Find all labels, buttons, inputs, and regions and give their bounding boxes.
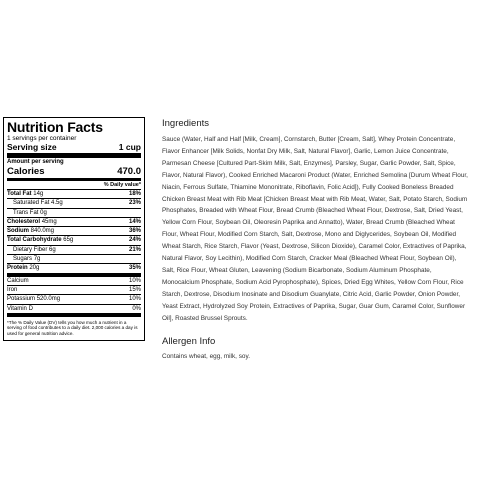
nutrient-percent: 0% <box>132 305 141 312</box>
ingredients-heading: Ingredients <box>162 118 210 129</box>
nutrition-facts-title: Nutrition Facts <box>7 119 103 135</box>
daily-value-header: % Daily value* <box>7 181 141 190</box>
nutrient-amount: 45mg <box>41 218 57 225</box>
nutrient-row-total-fat <box>7 190 141 199</box>
nutrient-row-iron <box>7 286 141 295</box>
nutrient-row-calcium <box>7 277 141 286</box>
nutrient-amount: 65g <box>63 237 74 244</box>
ingredients-text: Sauce (Water, Half and Half [Milk, Cream], Cornstarch, Butter [Cream, Salt], Whey Protein Concentrate, Flavor Enhancer [Milk Solids, Nonfat Dry Milk, Salt, Natural Flavor], Garlic, Lemon Juice Concentrate, Parmesan Cheese [Cultured Part-Skim Milk, Salt, Enzymes], Parsley, Sugar, Garlic Powder, Salt, Spice, Flavor, Natural Flavor), Cooked Enriched Macaroni Product (Water, Enriched Semolina [Durum Wheat Flour, Niacin, Ferrous Sulfate, Thiamine Mononitrate, Riboflavin, Folic Acid]), Fully Cooked Boneless Breaded Chicken Breast Meat with Rib Meat [Chicken Breast Meat with Rib Meat, Water, Salt, Potato Starch, Sodium Phosphates, Breaded with Wheat Flour, Bread Crumb (Bleached Wheat Flour, Dextrose, Salt, Dried Yeast, Yellow Corn Flour, Soybean Oil, Oleoresin Paprika and Annatto), Water, Bread Crumb (Bleached Wheat Flour, Wheat Flour, Modified Corn Starch, Salt, Dextrose, Mono and Diglycerides, Soybean Oil, Modified Wheat Starch, Rice Starch, Flavor (Yeast, Dextrose, Silicon Dioxide), Caramel Color, Extractives of Paprika, Natural Flavor, Soy Lecithin), Modified Corn Starch, Cracker Meal (Bleached Wheat Flour, Soybean Oil), Salt, Rice Flour, Wheat Gluten, Leavening (Sodium Bicarbonate, Sodium Aluminum Phosphate, Monocalcium Phosphate, Sodium Acid Pyrophosphate), Spices, Dried Egg Whites, Yellow Corn Flour, Rice Starch, Dextrose, Disodium Inosinate and Disodium Guanylate, Citric Acid, Garlic Powder, Onion Powder, Yeast Extract, Hydrolyzed Soy Protein, Extractives of Paprika, Sugar, Guar Gum, Caramel Color, Sunflower Oil], Roasted Brussel Sprouts. <box>162 136 468 322</box>
nutrient-label: Iron <box>7 286 18 293</box>
calories-value: 470.0 <box>117 166 141 177</box>
nutrient-amount: 7g <box>33 256 41 263</box>
nutrient-row-trans-fat <box>7 209 141 218</box>
nutrient-percent: 24% <box>128 237 141 244</box>
nutrient-amount: 840.0mg <box>30 228 55 235</box>
nutrient-label: Protein <box>7 265 28 272</box>
allergen-info-text: Contains wheat, egg, milk, soy. <box>162 353 250 360</box>
nutrient-amount: 4.5g <box>51 200 63 207</box>
nutrient-row-total-carbohydrate <box>7 236 141 245</box>
nutrient-label: Sodium <box>7 228 29 235</box>
serving-size-value: 1 cup <box>118 142 141 152</box>
calories-label: Calories <box>7 166 45 177</box>
nutrient-percent: 14% <box>128 218 141 225</box>
nutrient-percent: 21% <box>128 246 141 253</box>
nutrient-amount: 6g <box>49 246 56 253</box>
servings-per-container: 1 servings per container <box>7 135 77 142</box>
nutrient-row-potassium <box>7 295 141 304</box>
nutrient-percent: 36% <box>128 228 141 235</box>
nutrient-percent: 10% <box>128 277 141 284</box>
nutrient-percent: 10% <box>128 296 141 303</box>
serving-size-row <box>7 142 141 158</box>
nutrient-amount: 20g <box>29 265 40 272</box>
nutrient-label: Cholesterol <box>7 218 41 225</box>
nutrient-row-sugars <box>7 255 141 264</box>
nutrient-label: Potassium <box>7 296 36 303</box>
nutrient-label: Calcium <box>7 277 29 284</box>
nutrient-row-protein <box>7 264 141 276</box>
calories-row <box>7 166 141 181</box>
nutrient-amount: 14g <box>33 191 44 197</box>
nutrient-row-sodium <box>7 227 141 236</box>
nutrient-label: Trans Fat <box>13 209 39 216</box>
serving-size-label: Serving size <box>7 142 57 152</box>
nutrient-percent: 18% <box>128 191 141 197</box>
nutrient-label: Total Carbohydrate <box>7 237 62 244</box>
allergen-info-heading: Allergen Info <box>162 336 216 347</box>
nutrient-label: Saturated Fat <box>13 200 50 207</box>
nutrient-percent: 15% <box>128 286 141 293</box>
daily-value-footnote: *The % Daily Value (DV) tells you how much a nutrient in a serving of food contributes to a daily diet. 2,000 calories a day is used for general nutrition advice. <box>7 319 138 337</box>
nutrition-facts-panel <box>3 117 145 341</box>
nutrient-label: Dietary Fiber <box>13 246 48 253</box>
nutrient-row-vitamin-d <box>7 305 141 317</box>
nutrient-percent: 23% <box>128 200 141 207</box>
nutrient-percent: 35% <box>128 265 141 272</box>
nutrient-row-saturated-fat <box>7 199 141 208</box>
nutrient-amount: 0g <box>40 209 47 216</box>
nutrient-row-cholesterol <box>7 218 141 227</box>
amount-per-serving-label: Amount per serving <box>7 159 64 165</box>
nutrient-row-dietary-fiber <box>7 246 141 255</box>
nutrient-amount: 520.0mg <box>36 296 61 303</box>
nutrient-label: Total Fat <box>7 191 32 197</box>
nutrient-label: Vitamin D <box>7 305 33 312</box>
nutrient-label: Sugars <box>13 256 33 263</box>
